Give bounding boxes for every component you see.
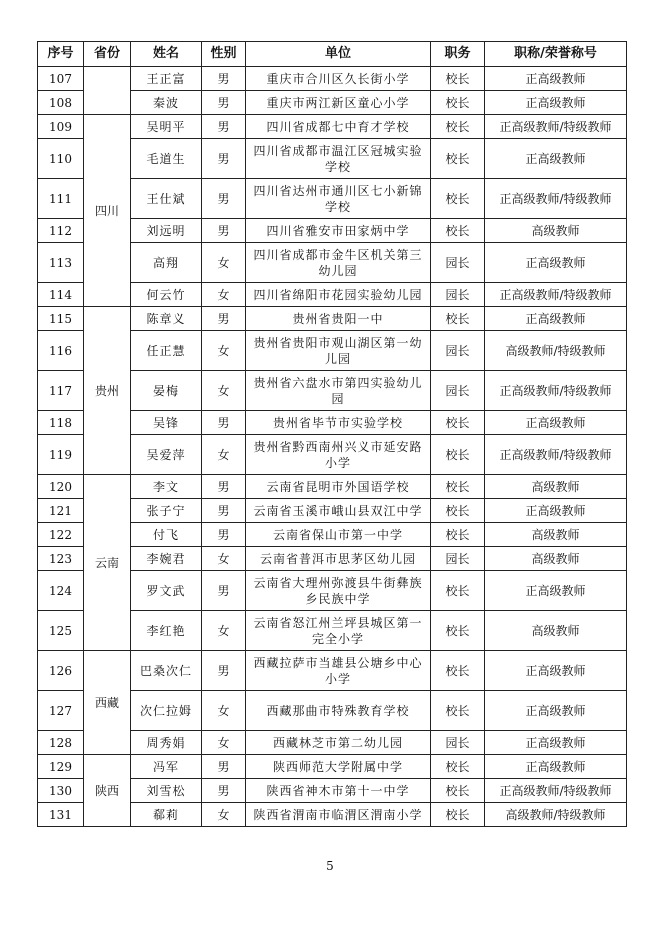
cell-no: 120 — [38, 475, 84, 499]
cell-title: 正高级教师/特级教师 — [485, 179, 627, 219]
cell-province: 西藏 — [84, 651, 131, 755]
header-unit: 单位 — [246, 42, 431, 67]
cell-unit: 西藏拉萨市当雄县公塘乡中心小学 — [246, 651, 431, 691]
cell-position: 园长 — [431, 283, 485, 307]
cell-title: 正高级教师/特级教师 — [485, 779, 627, 803]
cell-gender: 女 — [202, 331, 246, 371]
cell-gender: 男 — [202, 179, 246, 219]
cell-name: 吴爱萍 — [131, 435, 202, 475]
cell-position: 校长 — [431, 139, 485, 179]
cell-position: 园长 — [431, 731, 485, 755]
cell-title: 正高级教师 — [485, 731, 627, 755]
cell-gender: 男 — [202, 523, 246, 547]
cell-gender: 男 — [202, 755, 246, 779]
cell-name: 刘远明 — [131, 219, 202, 243]
cell-no: 124 — [38, 571, 84, 611]
cell-position: 校长 — [431, 67, 485, 91]
cell-unit: 四川省雅安市田家炳中学 — [246, 219, 431, 243]
cell-unit: 云南省昆明市外国语学校 — [246, 475, 431, 499]
cell-unit: 陕西师范大学附属中学 — [246, 755, 431, 779]
cell-name: 李婉君 — [131, 547, 202, 571]
cell-title: 正高级教师 — [485, 499, 627, 523]
cell-name: 王仕斌 — [131, 179, 202, 219]
cell-unit: 陕西省神木市第十一中学 — [246, 779, 431, 803]
cell-no: 112 — [38, 219, 84, 243]
table-row — [38, 475, 627, 499]
cell-position: 校长 — [431, 571, 485, 611]
header-name: 姓名 — [131, 42, 202, 67]
cell-name: 秦波 — [131, 91, 202, 115]
cell-no: 126 — [38, 651, 84, 691]
roster-table — [37, 41, 627, 827]
cell-name: 陈章义 — [131, 307, 202, 331]
cell-no: 131 — [38, 803, 84, 827]
cell-unit: 贵州省贵阳市观山湖区第一幼儿园 — [246, 331, 431, 371]
cell-no: 125 — [38, 611, 84, 651]
cell-unit: 四川省成都七中育才学校 — [246, 115, 431, 139]
table-row — [38, 67, 627, 91]
header-title: 职称/荣誉称号 — [485, 42, 627, 67]
cell-unit: 贵州省六盘水市第四实验幼儿园 — [246, 371, 431, 411]
cell-unit: 云南省玉溪市峨山县双江中学 — [246, 499, 431, 523]
cell-no: 114 — [38, 283, 84, 307]
cell-name: 付飞 — [131, 523, 202, 547]
cell-name: 李红艳 — [131, 611, 202, 651]
cell-unit: 西藏林芝市第二幼儿园 — [246, 731, 431, 755]
cell-position: 校长 — [431, 651, 485, 691]
cell-title: 高级教师 — [485, 475, 627, 499]
cell-title: 正高级教师 — [485, 307, 627, 331]
cell-unit: 云南省普洱市思茅区幼儿园 — [246, 547, 431, 571]
cell-name: 刘雪松 — [131, 779, 202, 803]
cell-position: 校长 — [431, 803, 485, 827]
cell-gender: 男 — [202, 307, 246, 331]
cell-unit: 云南省保山市第一中学 — [246, 523, 431, 547]
cell-position: 校长 — [431, 219, 485, 243]
cell-name: 冯军 — [131, 755, 202, 779]
cell-title: 正高级教师 — [485, 67, 627, 91]
cell-province: 贵州 — [84, 307, 131, 475]
cell-position: 校长 — [431, 435, 485, 475]
cell-position: 校长 — [431, 475, 485, 499]
cell-unit: 贵州省贵阳一中 — [246, 307, 431, 331]
cell-gender: 男 — [202, 115, 246, 139]
cell-title: 正高级教师/特级教师 — [485, 283, 627, 307]
cell-gender: 男 — [202, 91, 246, 115]
header-no: 序号 — [38, 42, 84, 67]
cell-name: 王正富 — [131, 67, 202, 91]
cell-name: 毛道生 — [131, 139, 202, 179]
cell-title: 正高级教师 — [485, 91, 627, 115]
cell-name: 周秀娟 — [131, 731, 202, 755]
cell-position: 校长 — [431, 91, 485, 115]
cell-title: 高级教师 — [485, 219, 627, 243]
cell-position: 园长 — [431, 547, 485, 571]
cell-no: 115 — [38, 307, 84, 331]
table-body — [38, 67, 627, 827]
cell-position: 园长 — [431, 331, 485, 371]
cell-position: 校长 — [431, 523, 485, 547]
cell-province: 四川 — [84, 115, 131, 307]
cell-province: 陕西 — [84, 755, 131, 827]
cell-position: 校长 — [431, 307, 485, 331]
cell-unit: 贵州省黔西南州兴义市延安路小学 — [246, 435, 431, 475]
cell-no: 127 — [38, 691, 84, 731]
cell-name: 晏梅 — [131, 371, 202, 411]
cell-position: 校长 — [431, 411, 485, 435]
cell-province: 云南 — [84, 475, 131, 651]
cell-title: 正高级教师 — [485, 651, 627, 691]
cell-gender: 男 — [202, 411, 246, 435]
cell-title: 正高级教师 — [485, 691, 627, 731]
cell-title: 高级教师/特级教师 — [485, 803, 627, 827]
cell-position: 校长 — [431, 611, 485, 651]
cell-no: 121 — [38, 499, 84, 523]
cell-title: 正高级教师 — [485, 243, 627, 283]
cell-gender: 女 — [202, 243, 246, 283]
cell-no: 122 — [38, 523, 84, 547]
cell-position: 校长 — [431, 755, 485, 779]
cell-no: 111 — [38, 179, 84, 219]
cell-name: 何云竹 — [131, 283, 202, 307]
cell-position: 校长 — [431, 115, 485, 139]
cell-title: 正高级教师 — [485, 571, 627, 611]
cell-name: 郗莉 — [131, 803, 202, 827]
cell-no: 129 — [38, 755, 84, 779]
cell-gender: 男 — [202, 499, 246, 523]
table-row — [38, 755, 627, 779]
table-header-row — [38, 42, 627, 67]
cell-no: 118 — [38, 411, 84, 435]
table-row — [38, 651, 627, 691]
cell-unit: 重庆市合川区久长街小学 — [246, 67, 431, 91]
cell-no: 113 — [38, 243, 84, 283]
cell-unit: 云南省大理州弥渡县牛街彝族乡民族中学 — [246, 571, 431, 611]
cell-title: 高级教师/特级教师 — [485, 331, 627, 371]
cell-name: 李文 — [131, 475, 202, 499]
cell-name: 次仁拉姆 — [131, 691, 202, 731]
cell-gender: 女 — [202, 435, 246, 475]
cell-unit: 贵州省毕节市实验学校 — [246, 411, 431, 435]
cell-position: 校长 — [431, 691, 485, 731]
cell-unit: 四川省达州市通川区七小新锦学校 — [246, 179, 431, 219]
cell-unit: 四川省成都市金牛区机关第三幼儿园 — [246, 243, 431, 283]
cell-gender: 女 — [202, 691, 246, 731]
cell-name: 吴明平 — [131, 115, 202, 139]
cell-unit: 陕西省渭南市临渭区渭南小学 — [246, 803, 431, 827]
header-province: 省份 — [84, 42, 131, 67]
cell-no: 130 — [38, 779, 84, 803]
cell-gender: 男 — [202, 571, 246, 611]
cell-unit: 重庆市两江新区童心小学 — [246, 91, 431, 115]
cell-gender: 女 — [202, 731, 246, 755]
cell-title: 正高级教师 — [485, 139, 627, 179]
cell-position: 园长 — [431, 371, 485, 411]
cell-name: 巴桑次仁 — [131, 651, 202, 691]
cell-gender: 男 — [202, 779, 246, 803]
cell-title: 高级教师 — [485, 611, 627, 651]
cell-unit: 四川省成都市温江区冠城实验学校 — [246, 139, 431, 179]
header-gender: 性别 — [202, 42, 246, 67]
cell-no: 107 — [38, 67, 84, 91]
cell-unit: 西藏那曲市特殊教育学校 — [246, 691, 431, 731]
cell-no: 116 — [38, 331, 84, 371]
header-position: 职务 — [431, 42, 485, 67]
table-row — [38, 115, 627, 139]
cell-gender: 女 — [202, 611, 246, 651]
cell-gender: 男 — [202, 475, 246, 499]
cell-name: 吴锋 — [131, 411, 202, 435]
cell-gender: 女 — [202, 547, 246, 571]
cell-no: 117 — [38, 371, 84, 411]
cell-position: 校长 — [431, 179, 485, 219]
cell-unit: 云南省怒江州兰坪县城区第一完全小学 — [246, 611, 431, 651]
cell-position: 园长 — [431, 243, 485, 283]
cell-province — [84, 67, 131, 115]
cell-name: 任正慧 — [131, 331, 202, 371]
cell-title: 正高级教师 — [485, 411, 627, 435]
cell-gender: 女 — [202, 803, 246, 827]
cell-gender: 男 — [202, 67, 246, 91]
cell-gender: 男 — [202, 651, 246, 691]
cell-no: 128 — [38, 731, 84, 755]
cell-name: 罗文武 — [131, 571, 202, 611]
cell-title: 正高级教师 — [485, 755, 627, 779]
table-row — [38, 307, 627, 331]
cell-position: 校长 — [431, 499, 485, 523]
cell-no: 119 — [38, 435, 84, 475]
cell-gender: 女 — [202, 371, 246, 411]
cell-title: 正高级教师/特级教师 — [485, 115, 627, 139]
cell-no: 123 — [38, 547, 84, 571]
cell-name: 高翔 — [131, 243, 202, 283]
cell-gender: 男 — [202, 139, 246, 179]
cell-title: 正高级教师/特级教师 — [485, 435, 627, 475]
cell-gender: 男 — [202, 219, 246, 243]
cell-unit: 四川省绵阳市花园实验幼儿园 — [246, 283, 431, 307]
cell-title: 高级教师 — [485, 547, 627, 571]
cell-gender: 女 — [202, 283, 246, 307]
cell-name: 张子宁 — [131, 499, 202, 523]
page-number: 5 — [326, 859, 334, 873]
cell-title: 高级教师 — [485, 523, 627, 547]
cell-no: 108 — [38, 91, 84, 115]
cell-no: 109 — [38, 115, 84, 139]
cell-position: 校长 — [431, 779, 485, 803]
cell-no: 110 — [38, 139, 84, 179]
cell-title: 正高级教师/特级教师 — [485, 371, 627, 411]
